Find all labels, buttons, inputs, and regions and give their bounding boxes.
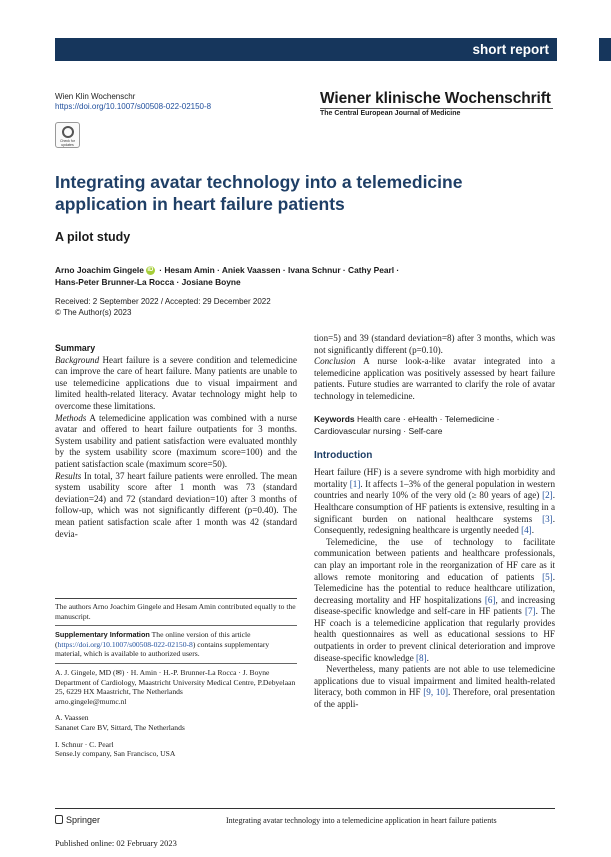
page-edge-tab <box>599 38 611 61</box>
co-authors-line2: Hans-Peter Brunner-La Rocca · Josiane Boyne <box>55 277 241 287</box>
results-text: In total, 37 heart failure patients were enrolled. The mean system usability score after 1 month was 73 (standard deviation=24) and 72 (standard deviation=10) after 3 months of follow-up, which was not significantly different (p=0.40). The mean patient satisfaction scale after 1 month was 42 (standard devia- <box>55 470 297 539</box>
summary-conclusion <box>314 356 555 402</box>
intro-paragraph-2: Telemedicine, the use of technology to facilitate communication between patients and healthcare professionals, can play an important role in the reorganization of HF care as it allows remote monitoring and education of patients [5]. Telemedicine has the potential to reduce healthcare utilization, decreasing mortality and HF hospitalizations [6], and increasing disease-specific knowledge and self-care in HF patients [7]. The HF coach is a telemedicine application that regularly provides health questionnaires as well as educational sessions to HF outpatients in order to prevent clinical deterioration and improve disease-specific knowledge [8]. <box>314 536 556 663</box>
affiliation-1-names: A. J. Gingele, MD (✉) · H. Amin · H.-P. Brunner-La Rocca · J. Boyne <box>55 667 270 677</box>
introduction-heading: Introduction <box>314 449 373 461</box>
affiliation-1-address: Department of Cardiology, Maastricht University Medical Centre, P.Debyelaan 25, 6229 HX Maastricht, The Netherlands <box>55 677 296 697</box>
affiliation-2-names: A. Vaassen <box>55 713 89 723</box>
citation-link[interactable]: [5] <box>542 571 553 582</box>
citation-link[interactable]: [1] <box>349 478 361 489</box>
journal-abbreviation: Wien Klin Wochenschr <box>55 92 136 101</box>
article-subtitle: A pilot study <box>55 230 131 244</box>
journal-title-rule <box>320 108 553 109</box>
co-authors: · Hesam Amin · Aniek Vaassen · Ivana Schnur · Cathy Pearl · <box>156 265 400 275</box>
summary-heading: Summary <box>55 343 96 353</box>
keywords-label: Keywords <box>314 413 355 424</box>
footnote-separator <box>55 625 297 626</box>
citation-link[interactable]: [8] <box>416 652 427 663</box>
springer-horse-icon <box>55 815 63 824</box>
conclusion-label: Conclusion <box>314 356 356 367</box>
background-text: Heart failure is a severe condition and telemedicine can improve the care of heart failure. Many patients are unable to use telemedicine applications due to visual impairment and limited health-related literacy. Avatar technology might help to overcome these limitations. <box>55 354 297 411</box>
right-column <box>314 333 555 711</box>
bookmark-icon <box>62 126 74 138</box>
doi-link[interactable]: https://doi.org/10.1007/s00508-022-02150-8 <box>55 102 212 111</box>
summary-methods <box>55 413 297 471</box>
methods-label: Methods <box>55 412 87 423</box>
conclusion-text: A nurse look-a-like avatar integrated into a telemedicine application was positively assessed by heart failure patients. Future studies are warranted to clarify the role of avatar technology in telemedicine. <box>314 356 555 401</box>
published-date: Published online: 02 February 2023 <box>55 838 177 848</box>
citation-link[interactable]: [7] <box>524 606 536 617</box>
citation-link[interactable]: [3] <box>542 513 553 524</box>
citation-link[interactable]: [4] <box>521 525 532 536</box>
equal-contribution-note: The authors Arno Joachim Gingele and Hesam Amin contributed equally to the manuscript. <box>55 602 296 621</box>
check-updates-text: Check for updates <box>60 139 75 147</box>
footnote-rule <box>55 598 297 599</box>
footnotes <box>55 602 297 759</box>
orcid-icon[interactable]: iD <box>147 267 154 274</box>
supplementary-link[interactable]: https://doi.org/10.1007/s00508-022-02150-8 <box>57 639 193 649</box>
summary-background <box>55 355 297 413</box>
supplementary-text: The online version of this article ( <box>55 630 251 649</box>
intro-paragraph-1: Heart failure (HF) is a severe syndrome with high morbidity and mortality [1]. It affects 1–3% of the general population in western countries and nearly 10% of the very old (≥ 80 years of age) [2]. Healthcare consumption of HF patients is extensive, resulting in a significant burden on national healthcare systems [3]. Consequently, redesigning healthcare is urgently needed [4]. <box>314 467 555 536</box>
received-accepted-dates: Received: 2 September 2022 / Accepted: 29 December 2022 <box>55 297 271 306</box>
footer-rule <box>55 808 555 809</box>
publisher-name: Springer <box>66 815 101 825</box>
supplementary-note <box>55 630 297 659</box>
running-title: Integrating avatar technology into a telemedicine application in heart failure patients <box>226 816 497 825</box>
corresponding-email[interactable]: arno.gingele@mumc.nl <box>55 696 127 706</box>
affiliation-3-address: Sense.ly company, San Francisco, USA <box>55 749 176 759</box>
citation-link[interactable]: [6] <box>484 594 496 605</box>
affiliation-2-address: Sananet Care BV, Sittard, The Netherlands <box>55 722 185 732</box>
affiliation-3-names: I. Schnur · C. Pearl <box>55 739 114 749</box>
article-type-label: short report <box>472 42 549 57</box>
first-author: Arno Joachim Gingele <box>55 265 144 275</box>
journal-title: Wiener klinische Wochenschrift <box>320 90 551 107</box>
article-title: Integrating avatar technology into a telemedicine application in heart failure patients <box>55 172 463 214</box>
results-label: Results <box>55 470 82 481</box>
background-label: Background <box>55 354 100 365</box>
supplementary-text-end: ) contains supplementary material, which is available to authorized users. <box>55 639 270 659</box>
intro-paragraph-3: Nevertheless, many patients are not able to use telemedicine applications due to visual impairment and limited health-related literacy, both common in HF [9, 10]. Therefore, oral presentation of the appli- <box>314 664 555 710</box>
journal-subtitle: The Central European Journal of Medicine <box>320 110 461 117</box>
footnote-separator <box>55 663 297 664</box>
citation-link[interactable]: [2] <box>542 490 553 501</box>
summary-results <box>55 471 297 541</box>
citation-link[interactable]: [9, 10] <box>423 687 448 698</box>
publisher-logo <box>55 815 100 825</box>
keywords <box>314 413 555 437</box>
author-list <box>55 264 475 288</box>
methods-text: A telemedicine application was combined with a nurse avatar and offered to heart failure outpatients for 3 months. System usability and patient satisfaction were evaluated monthly by the system usability score (maximum score=100) and the patient satisfaction scale (maximum score=50). <box>55 412 297 469</box>
results-continued: tion=5) and 39 (standard deviation=8) after 3 months, which was not significantly different (p=0.10). <box>314 333 555 355</box>
article-type-banner <box>55 38 557 61</box>
keywords-text: Health care · eHealth · Telemedicine · Cardiovascular nursing · Self-care <box>314 413 500 436</box>
supplementary-label: Supplementary Information <box>55 630 150 640</box>
check-for-updates-badge[interactable] <box>55 122 80 148</box>
copyright-line: © The Author(s) 2023 <box>55 308 132 317</box>
summary-column <box>55 343 297 540</box>
